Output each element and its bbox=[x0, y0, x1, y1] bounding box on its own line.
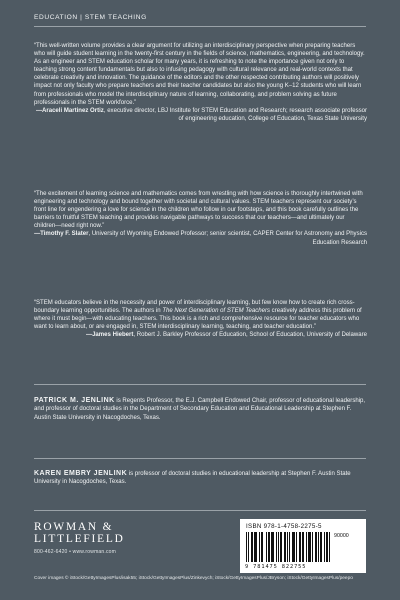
publisher-logo bbox=[34, 521, 125, 555]
endorsement-3-text bbox=[34, 299, 367, 331]
publisher-name-line-2: LITTLEFIELD bbox=[34, 533, 125, 545]
author-2-bio-text: is professor of doctoral studies in educational leadership at Stephen F. Austin State University in Nacogdoches, Texas. bbox=[34, 471, 351, 486]
cover-image-credits: Cover images © iStock/GettyImagesPlus/isak55; iStock/GettyImagesPlus/Zinkevych; iStock/GettyImagesPlus/JBryson; iStock/GettyImagesPlus/peepo bbox=[34, 576, 353, 581]
endorsement-1-affiliation: , executive director, LBJ Institute for STEM Education and Research; research associate professor of engineering education, College of Education, Texas State University bbox=[103, 107, 367, 122]
endorsement-3-affiliation: , Robert J. Barkley Professor of Education, School of Education, University of Delaware bbox=[133, 332, 367, 339]
endorsement-3-text-after: creatively address this problem of where it must begin—with educating teachers. This book is a rich and comprehensive resource for teacher educators who want to learn about, or are engaged in, STEM interdisciplinary learning, teaching, and teacher education.” bbox=[34, 308, 362, 331]
barcode-digits: 9 781475 822755 bbox=[245, 564, 307, 570]
isbn-number: ISBN 978-1-4758-2275-5 bbox=[246, 523, 322, 530]
endorsement-3-text-before: “STEM educators believe in the necessity and power of interdisciplinary learning, but few know how to create rich cross-boundary learning opportunities. The authors in bbox=[34, 300, 355, 315]
endorsement-3-attribution bbox=[34, 331, 367, 339]
endorsement-2 bbox=[34, 190, 367, 247]
publisher-name-line-1: ROWMAN & bbox=[34, 521, 114, 533]
bio-divider-2 bbox=[34, 458, 366, 459]
author-bio-2 bbox=[34, 470, 367, 487]
top-divider bbox=[34, 26, 366, 27]
bio-divider-1 bbox=[34, 384, 366, 385]
endorsement-2-attribution bbox=[34, 230, 367, 246]
endorsement-3 bbox=[34, 299, 367, 339]
barcode-icon bbox=[246, 532, 330, 564]
category-label: EDUCATION | STEM TEACHING bbox=[34, 14, 147, 21]
author-2-name: KAREN EMBRY JENLINK bbox=[34, 470, 128, 477]
isbn-barcode-box bbox=[240, 519, 366, 573]
endorsement-2-affiliation: , University of Wyoming Endowed Professor; senior scientist, CAPER Center for Astronomy and Physics Education Research bbox=[88, 231, 367, 246]
publisher-contact: 800-462-6420 • www.rowman.com bbox=[34, 549, 117, 555]
endorsement-1-name: —Araceli Martinez Ortiz bbox=[35, 107, 104, 114]
endorsement-2-name: —Timothy F. Slater bbox=[34, 231, 89, 238]
author-bio-1 bbox=[34, 397, 367, 422]
endorsement-3-name: —James Hiebert bbox=[86, 332, 134, 339]
author-1-name: PATRICK M. JENLINK bbox=[34, 397, 115, 404]
endorsement-1-text: “This well-written volume provides a clear argument for utilizing an interdisciplinary perspective when preparing teachers who will guide student learning in the twenty-first century in the fields of science, mathematics, engineering, and technology. As an engineer and STEM education scholar for many years, it is refreshing to note the importance given not only to teaching strong content fundamentals but also to infusing pedagogy with cultural relevance and real-world contexts that celebrate creativity and innovation. The guidance of the editors and the other respected contributing authors will positively impact not only faculty who prepare teachers and their teacher candidates but also the young K–12 students who will learn from professionals who model the interdisciplinary nature of learning, collaborating, and problem solving as future professionals in the STEM workforce.” bbox=[34, 43, 365, 106]
price-code: 90000 bbox=[334, 533, 349, 539]
endorsement-1-attribution bbox=[34, 107, 367, 123]
author-1-bio-text: is Regents Professor, the E.J. Campbell Endowed Chair, professor of educational leadership, and professor of doctoral studies in the Department of Secondary Education and Educational Leadership at Stephen F. Austin State University in Nacogdoches, Texas. bbox=[34, 398, 366, 421]
footer-divider bbox=[34, 510, 366, 511]
endorsement-3-book-title: The Next Generation of STEM Teachers bbox=[162, 308, 270, 315]
endorsement-1 bbox=[34, 42, 367, 123]
endorsement-2-text: “The excitement of learning science and mathematics comes from wrestling with how science is thoroughly intertwined with engineering and technology and bound together with societal and cultural values. STEM teachers represent our society’s front line for engendering a love for science in the children who follow in our footsteps, and this book carefully outlines the barriers to fruitful STEM teaching and provides navigable pathways to success that our teachers—and ultimately our children—need right now.” bbox=[34, 191, 363, 230]
